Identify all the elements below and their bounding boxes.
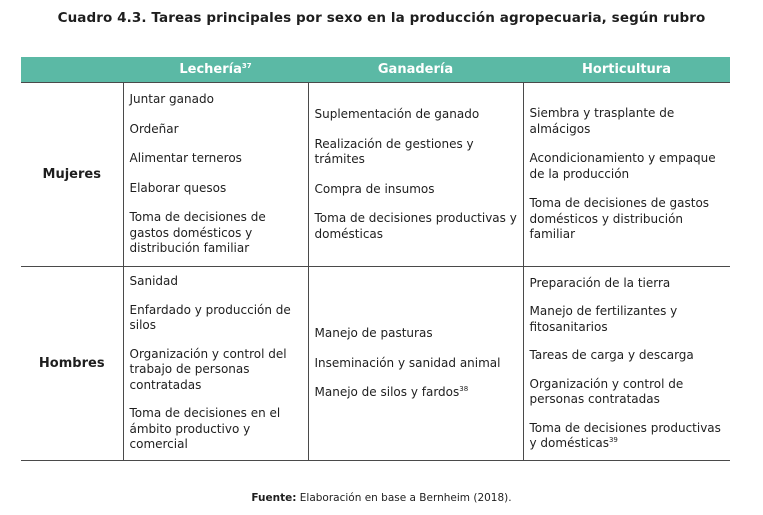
list-item: Acondicionamiento y empaque de la producción: [529, 151, 716, 181]
list-item: Sanidad: [129, 274, 178, 289]
list-item: Tareas de carga y descarga: [529, 348, 694, 362]
list-item: Manejo de pasturas: [314, 326, 433, 341]
list-item: [530, 421, 727, 452]
list-item: Toma de decisiones de gastos domésticos y distribución familiar: [529, 196, 710, 242]
row-label-hombres: Hombres: [21, 267, 123, 461]
cell-hombres-horticultura: [523, 267, 730, 461]
table-title: Cuadro 4.3. Tareas principales por sexo en la producción agropecuaria, según rubro: [57, 10, 706, 26]
table-row-mujeres: [21, 83, 730, 267]
list-item: Elaborar quesos: [129, 180, 227, 195]
list-item-text: Toma de decisiones productivas y domésticas: [529, 420, 721, 450]
list-item: Organización y control del trabajo de personas contratadas: [129, 346, 287, 392]
list-item: Inseminación y sanidad animal: [314, 355, 501, 370]
list-item: Siembra y trasplante de almácigos: [529, 106, 675, 136]
source-note: [0, 492, 763, 504]
table-header-row: [21, 57, 730, 83]
list-item: Juntar ganado: [129, 92, 214, 107]
cell-hombres-lecheria: [123, 267, 308, 461]
source-text: Elaboración en base a Bernheim (2018).: [299, 492, 512, 504]
list-item: Compra de insumos: [314, 181, 435, 196]
header-ganaderia: Ganadería: [308, 57, 523, 83]
table-row-hombres: [21, 267, 730, 461]
cell-mujeres-ganaderia: [308, 83, 523, 267]
list-item: Manejo de fertilizantes y fitosanitarios: [529, 304, 678, 334]
cell-mujeres-lecheria: [123, 83, 308, 267]
source-label: Fuente:: [251, 492, 297, 504]
list-item: Toma de decisiones productivas y domésticas: [314, 211, 517, 241]
list-item-text: Manejo de silos y fardos: [314, 385, 460, 400]
header-horticultura: Horticultura: [523, 57, 730, 83]
list-item: Enfardado y producción de silos: [129, 302, 291, 333]
footnote-39: 39: [608, 436, 618, 444]
footnote-38: 38: [459, 385, 469, 394]
cell-mujeres-horticultura: [523, 83, 730, 267]
footnote-37: 37: [241, 62, 252, 70]
list-item: Suplementación de ganado: [314, 107, 480, 121]
header-lecheria: [123, 57, 308, 83]
cell-hombres-ganaderia: [308, 267, 523, 461]
list-item: Alimentar terneros: [129, 151, 242, 166]
list-item: Toma de decisiones en el ámbito productivo y comercial: [129, 406, 281, 452]
list-item: Preparación de la tierra: [529, 275, 671, 290]
list-item: Organización y control de personas contratadas: [529, 376, 684, 406]
list-item: [315, 385, 519, 401]
list-item: Ordeñar: [129, 121, 179, 136]
header-lecheria-label: Lechería: [179, 62, 242, 77]
header-empty: [21, 57, 123, 83]
list-item: Realización de gestiones y trámites: [314, 136, 474, 166]
row-label-mujeres: Mujeres: [21, 83, 123, 267]
tasks-table: [21, 57, 730, 461]
list-item: Toma de decisiones de gastos domésticos y distribución familiar: [129, 210, 266, 256]
